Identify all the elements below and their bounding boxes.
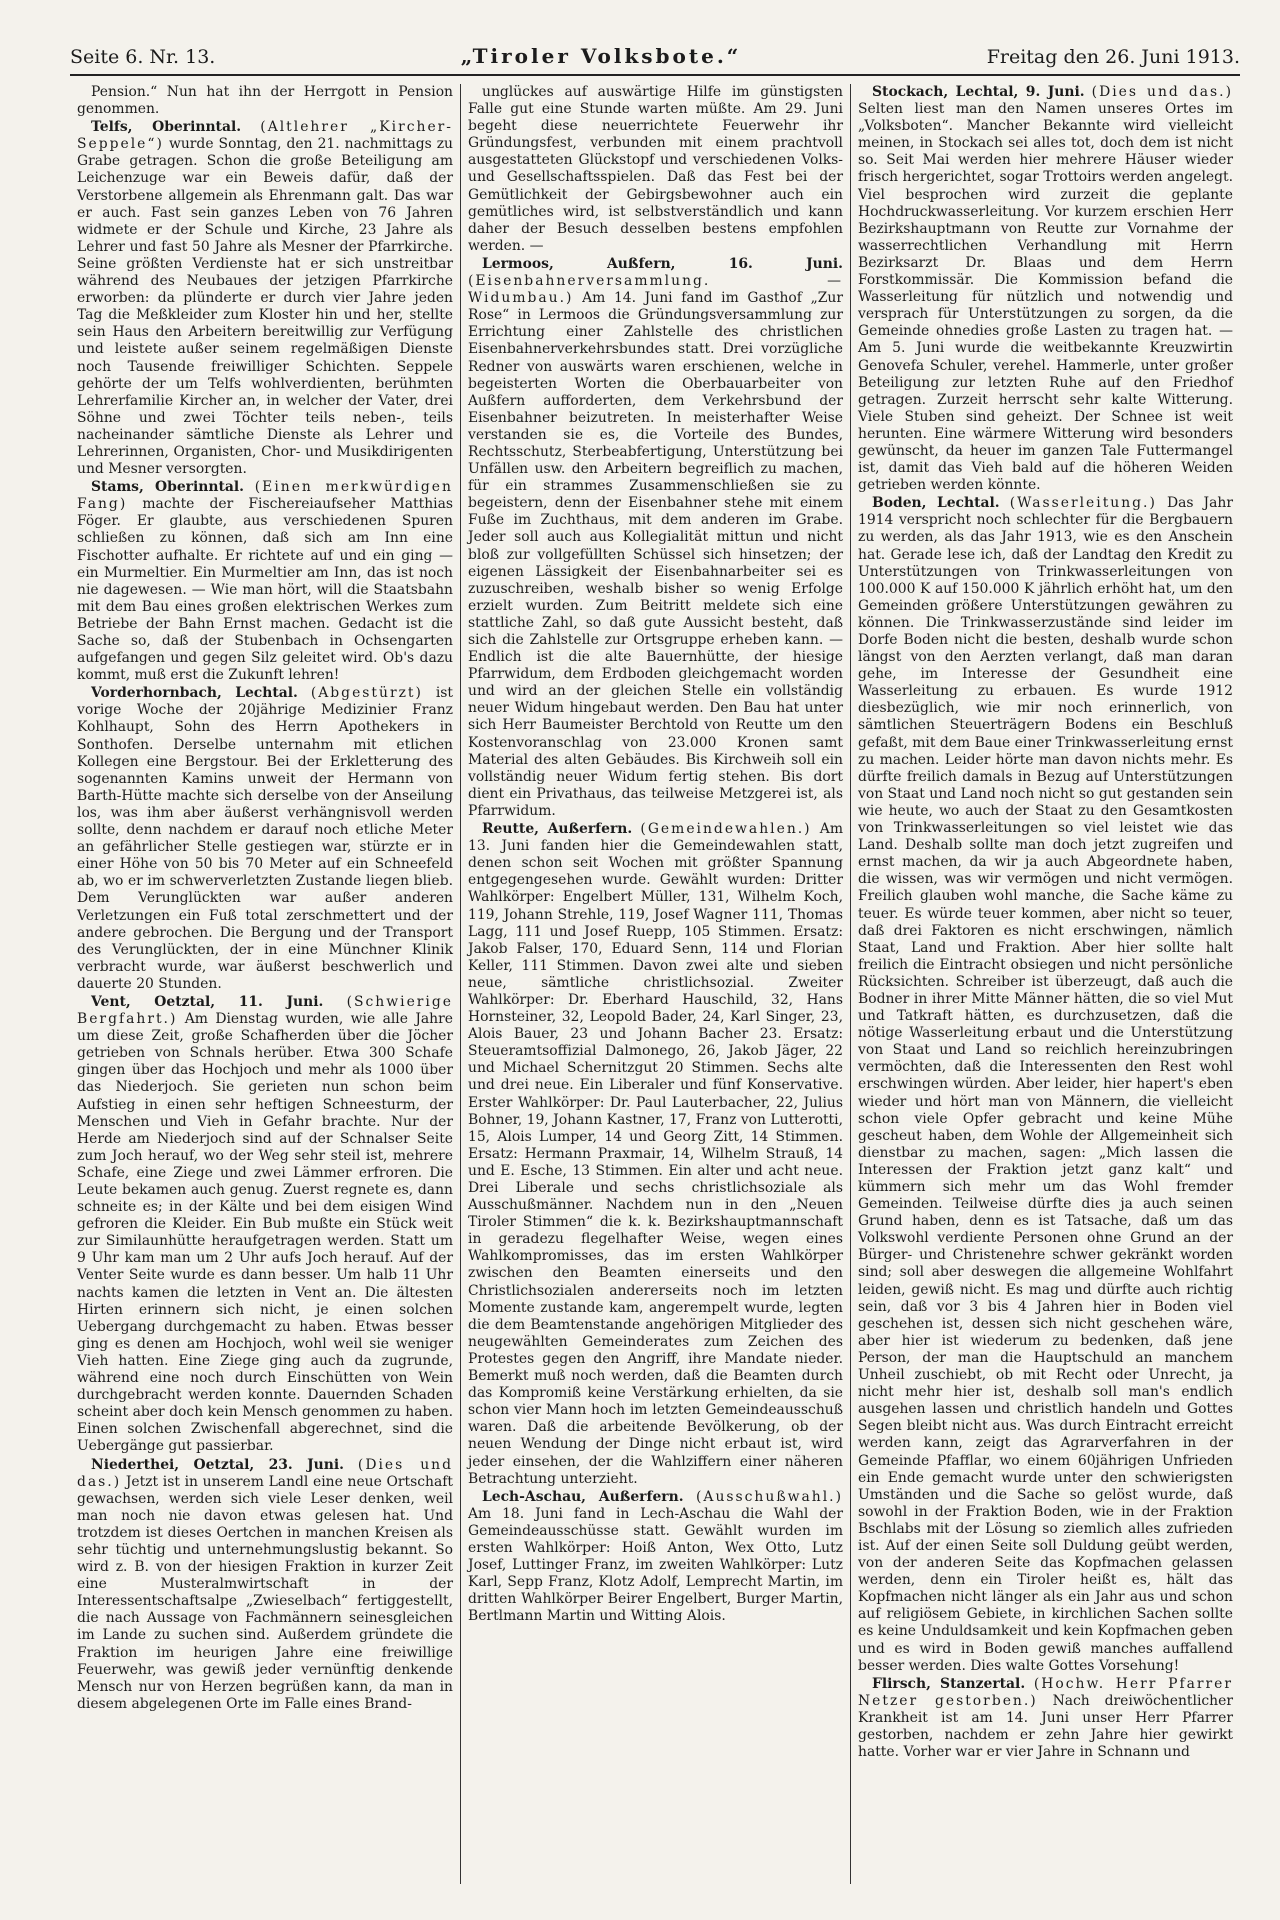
article-subtitle: (Wasserleitung.) — [1009, 495, 1157, 512]
article-subtitle: (Dies und das.) — [77, 1456, 453, 1490]
article-place: Telfs, Oberinntal. — [91, 119, 242, 136]
article-subtitle: (Altlehrer „Kircher-Seppele“) — [77, 119, 453, 153]
article-place: Boden, Lechtal. — [872, 495, 1000, 512]
article-text: unglückes auf auswärtige Hilfe im günstigsten Falle gut eine Stunde warten müßte. Am 29. Juni begeht diese neuerrichtete Feuerwehr ihr Gründungsfest, verbunden mit einem prachtvoll ausgestatteten Glückstopf und verschiedenen Volks- und Gesellschaftsspielen. Daß das Fest bei der Gemütlichkeit der Gebirgsbewohner auch ein gemütliches wird, ist selbstverständlich und kann daher der Besuch desselben bestens empfohlen werden. — — [468, 84, 843, 254]
article-text: Jetzt ist in unserem Landl eine neue Ortschaft gewachsen, werden sich viele Leser denken, weil man noch nie davon etwas gelesen hat. Und trotzdem ist dieses Oertchen in manchen Kreisen als sehr tüchtig und unternehmungslustig bekannt. So wird z. B. von der hiesigen Fraktion in kurzer Zeit eine Musteralmwirtschaft in der Interessentschaftsalpe „Zwieselbach“ fertiggestellt, die nach Aussage von Fachmännern seinesgleichen im Lande zu suchen sind. Außerdem gründete die Fraktion im heurigen Jahre eine freiwillige Feuerwehr, was gewiß jeder vernünftig denkende Mensch nur von Herzen begrüßen kann, da man in diesem abgelegenen Orte im Falle eines Brand- — [77, 1473, 453, 1712]
article-place: Vent, Oetztal, 11. Juni. — [91, 993, 324, 1010]
article-paragraph — [468, 84, 843, 255]
newspaper-title: „Tiroler Volksbote.“ — [460, 44, 742, 68]
article-place: Vorderhornbach, Lechtal. — [91, 685, 298, 702]
article-paragraph — [858, 84, 1233, 494]
article-text: Am Dienstag wurden, wie alle Jahre um diese Zeit, große Schafherden über die Jöcher getrieben von Schnals herüber. Etwa 300 Schafe gingen über das Hochjoch und mehr als 1000 über das Niederjoch. Sie gerieten nun schon beim Aufstieg in einen sehr heftigen Schneesturm, der Menschen und Vieh in Gefahr brachte. Nur der Herde am Niederjoch sind auf der Schnalser Seite zum Joch herauf, wo der Weg sehr steil ist, mehrere Schafe, eine Ziege und zwei Lämmer erfroren. Die Leute bekamen auch genug. Zuerst regnete es, dann schneite es; in der Kälte und bei dem eisigen Wind gefroren die Kleider. Ein Bub mußte ein Stück weit zur Similaunhütte heraufgetragen werden. Statt um 9 Uhr kam man um 2 Uhr aufs Joch herauf. Auf der Venter Seite wurde es dann besser. Um halb 11 Uhr nachts kamen die letzten in Vent an. Die ältesten Hirten erinnern sich nicht, je einen solchen Uebergang durchgemacht zu haben. Etwas besser ging es denen am Hochjoch, wohl weil sie weniger Vieh hatten. Eine Ziege ging auch da zugrunde, während eine noch durch Einschütten von Wein durchgebracht werden konnte. Dauernden Schaden scheint aber doch kein Mensch genommen zu haben. Einen solchen Zwischenfall abgerechnet, sind die Uebergänge gut passierbar. — [77, 1011, 453, 1455]
article-subtitle: (Gemeindewahlen.) — [640, 821, 812, 838]
column-3 — [850, 84, 1240, 1884]
article-place: Reutte, Außerfern. — [482, 821, 633, 838]
article-subtitle: (Dies und das.) — [1091, 84, 1233, 100]
column-1 — [70, 84, 460, 1884]
article-paragraph — [77, 994, 453, 1456]
article-text: Selten liest man den Namen unseres Ortes im „Volksboten“. Mancher Bekannte wird vielleicht meinen, in Stockach sei alles tot, doch dem ist nicht so. Seit Mai werden hier mehrere Häuser wieder frisch hergerichtet, sogar Trottoirs werden angelegt. Viel besprochen wird zurzeit die geplante Hochdruckwasserleitung. Vor kurzem erschien Herr Bezirkshauptmann von Reutte zur Vornahme der wasserrechtlichen Verhandlung mit Herrn Bezirksarzt Dr. Blaas und dem Herrn Forstkommissär. Die Kommission befand die Wasserleitung für nützlich und notwendig und versprach für Unterstützungen zu sorgen, da die Gemeinde ohnedies große Lasten zu tragen hat. — Am 5. Juni wurde die weitbekannte Kreuzwirtin Genovefa Schuler, verehel. Hammerle, unter großer Beteiligung zur letzten Ruhe auf den Friedhof getragen. Zurzeit herrscht sehr kalte Witterung. Viele Stuben sind geheizt. Der Schnee ist weit herunten. Eine wärmere Witterung wird besonders gewünscht, da heuer im ganzen Tale Futtermangel ist, damit das Vieh bald auf die höheren Weiden getrieben werden könnte. — [858, 101, 1233, 494]
article-text: Am 18. Juni fand in Lech-Aschau die Wahl der Gemeindeausschüsse statt. Gewählt wurden im ersten Wahlkörper: Hoiß Anton, Wex Otto, Lutz Josef, Luttinger Franz, im zweiten Wahlkörper: Lutz Karl, Sepp Franz, Klotz Adolf, Lemprecht Martin, im dritten Wahlkörper Beirer Engelbert, Burger Martin, Bertlmann Martin und Witting Alois. — [468, 1505, 843, 1625]
article-text: Pension.“ Nun hat ihn der Herrgott in Pension genommen. — [77, 84, 453, 118]
article-place: Stams, Oberinntal. — [91, 479, 244, 496]
page-number: Seite 6. Nr. 13. — [70, 46, 216, 68]
article-text: Am 14. Juni fand im Gasthof „Zur Rose“ in Lermoos die Gründungsversammlung zur Errichtung einer Zahlstelle des christlichen Eisenbahnerverkehrsbundes statt. Drei vorzügliche Redner von auswärts waren erschienen, welche in begeisterten Worten die Oberbauarbeiter von Außfern aufforderten, dem Verkehrsbund der Eisenbahner beizutreten. In meisterhafter Weise verstanden sie es, die Vorteile des Bundes, Rechtsschutz, Sterbeabfertigung, Unterstützung bei Unfällen usw. den Arbeitern begreiflich zu machen, für ein strammes Zusammenschließen sie zu begeistern, denn der Eisenbahner stehe mit einem Fuße im Zuchthaus, mit dem anderen im Grabe. Jeder soll auch aus Kollegialität mittun und nicht bloß zur vollgefüllten Schüssel sich hinsetzen; der eigenen Lässigkeit der Eisenbahnarbeiter sei es zuzuschreiben, weshalb bisher so wenig Erfolge erzielt wurden. Zum Beitritt meldete sich eine stattliche Zahl, so daß gute Aussicht besteht, daß sich die Zahlstelle zur Ortsgruppe erheben kann. — Endlich ist die alte Bauernhütte, der hiesige Pfarrwidum, dem Erdboden gleichgemacht worden und wird an der gleichen Stelle ein vollständig neuer Widum hingebaut werden. Den Bau hat unter sich Herr Baumeister Berchtold von Reutte um den Kostenvoranschlag von 23.000 Kronen samt Material des alten Gebäudes. Bis Kirchweih soll ein vollständig neuer Widum fertig stehen. Bis dort dient ein Privathaus, das teilweise Metzgerei ist, als Pfarrwidum. — [468, 290, 843, 819]
article-subtitle: (Schwierige Bergfahrt.) — [77, 993, 453, 1028]
article-paragraph — [77, 685, 453, 993]
article-text: Am 13. Juni fanden hier die Gemeindewahlen statt, denen schon seit Wochen mit größter Spannung entgegengesehen wurde. Gewählt wurden: Dritter Wahlkörper: Engelbert Müller, 131, Wilhelm Koch, 119, Johann Strehle, 119, Josef Wagner 111, Thomas Lagg, 111 und Josef Ruepp, 105 Stimmen. Ersatz: Jakob Falser, 170, Eduard Senn, 114 und Florian Keller, 111 Stimmen. Davon zwei alte und sieben neue, sämtliche christlichsozial. Zweiter Wahlkörper: Dr. Eberhard Hauschild, 32, Hans Hornsteiner, 32, Leopold Bader, 24, Karl Singer, 23, Alois Bauer, 23 und Johann Bacher 23. Ersatz: Steueramtsoffizial Dalmonego, 26, Jakob Jäger, 22 und Michael Schernitzgut 20 Stimmen. Sechs alte und drei neue. Ein Liberaler und fünf Konservative. Erster Wahlkörper: Dr. Paul Lauterbacher, 22, Julius Bohner, 19, Johann Kastner, 17, Franz von Lutterotti, 15, Alois Lumper, 14 und Georg Zitt, 14 Stimmen. Ersatz: Hermann Praxmair, 14, Wilhelm Strauß, 14 und E. Esche, 13 Stimmen. Ein alter und acht neue. Drei Liberale und sechs christlichsoziale als Ausschußmänner. Nachdem nun in den „Neuen Tiroler Stimmen“ die k. k. Bezirkshauptmannschaft in geradezu flegelhafter Weise, wegen eines Wahlkompromisses, das im ersten Wahlkörper zwischen den Beamten einerseits und den Christlichsozialen andererseits noch im letzten Momente zustande kam, angerempelt wurde, legten die dem Beamtenstande angehörigen Mitglieder des neugewählten Gemeinderates zum Zeichen des Protestes gegen den Angriff, ihre Mandate nieder. Bemerkt muß noch werden, daß die Beamten durch das Kompromiß keine Verstärkung erhielten, da sie schon vier Mann hoch im letzten Gemeindeausschuß waren. Daß die arbeitende Bevölkerung, ob der neuen Wendung der Dinge nicht erbaut ist, wird jeder einsehen, der die Wahlziffern einer näheren Betrachtung unterzieht. — [468, 821, 843, 1487]
article-paragraph — [77, 119, 453, 478]
article-paragraph — [858, 1676, 1233, 1761]
article-paragraph — [77, 479, 453, 684]
article-columns — [70, 84, 1240, 1884]
page-header — [70, 28, 1240, 76]
article-place: Stockach, Lechtal, 9. Juni. — [872, 84, 1085, 100]
article-paragraph — [77, 1457, 453, 1713]
article-text: wurde Sonntag, den 21. nachmittags zu Grabe getragen. Schon die große Beteiligung am Leichenzuge war ein Beweis dafür, daß der Verstorbene allgemein als Ehrenmann galt. Das war er auch. Fast sein ganzes Leben von 76 Jahren widmete er der Schule und Kirche, 23 Jahre als Lehrer und fast 50 Jahre als Mesner der Pfarrkirche. Seine größten Verdienste hat er sich unstreitbar während des Neubaues der jetzigen Pfarrkirche erworben: da plünderte er durch vier Jahre jeden Tag die Meßkleider zum Kloster hin und her, stellte sein Haus den Arbeitern bereitwillig zur Verfügung und leistete außer seinem regelmäßigen Dienste noch Tausende freiwilliger Schichten. Seppele gehörte der um Telfs wohlverdienten, berühmten Lehrerfamilie Kircher an, in welcher der Vater, drei Söhne und zwei Töchter teils neben-, teils nacheinander sämtliche Dienste als Lehrer und Lehrerinnen, Organisten, Chor- und Musikdirigenten und Mesner versorgten. — [77, 136, 453, 478]
article-place: Lermoos, Außfern, 16. Juni. — [482, 255, 843, 272]
article-paragraph — [468, 1489, 843, 1626]
article-subtitle: (Hochw. Herr Pfarrer Netzer gestorben.) — [858, 1675, 1234, 1709]
article-subtitle: (Ausschußwahl.) — [696, 1488, 843, 1505]
column-2 — [460, 84, 850, 1884]
article-text: Das Jahr 1914 verspricht noch schlechter für die Bergbauern zu werden, als das Jahr 1913, wie es den Anschein hat. Gerade lese ich, daß der Landtag den Kredit zu Unterstützungen von Trinkwasserleitungen von 100.000 K auf 150.000 K jährlich erhöht hat, um den Gemeinden größere Unterstützungen gewähren zu können. Die Trinkwasserzustände sind leider im Dorfe Boden nicht die besten, deshalb wurde schon längst von den Aerzten verlangt, daß man daran gehe, im Interesse der Gesundheit eine Wasserleitung zu erbauen. Es wurde 1912 diesbezüglich, wie mir noch erinnerlich, von sämtlichen Steuerträgern Bodens ein Beschluß gefaßt, mit dem Baue einer Trinkwasserleitung ernst zu machen. Leider hörte man davon nichts mehr. Es dürfte freilich damals in Bezug auf Unterstützungen von Staat und Land noch nicht so gut gestanden sein wie heute, wo auch der Staat zu den Gesamtkosten von Trinkwasserleitungen so viel leistet wie das Land. Deshalb sollte man doch jetzt zugreifen und ernst machen, da wir ja auch Abgeordnete haben, die wissen, was wir vermögen und nicht vermögen. Freilich glauben wohl manche, die Sache käme zu teuer. Es würde teuer kommen, aber nicht so teuer, daß drei Faktoren es nicht erschwingen, nämlich Staat, Land und Fraktion. Aber hier sollte halt freilich die Eintracht obsiegen und nicht persönliche Rücksichten. Schreiber ist überzeugt, daß auch die Bodner in ihrer Mitte Männer hätten, die so viel Mut und Tatkraft hätten, es durchzusetzen, daß die nötige Wasserleitung erbaut und die Unterstützung von Staat und Land so reichlich hereinzubringen vermöchten, daß die Interessenten den Rest wohl erschwingen würden. Aber leider, hier hapert's eben wieder und hört man von Männern, die vielleicht schon viele Opfer gebracht und keine Mühe gescheut haben, dem Wohle der Allgemeinheit sich dienstbar zu machen, sagen: „Mich lassen die Interessen der Fraktion jetzt ganz kalt“ und kümmern sich mehr um das Wohl fremder Gemeinden. Teilweise dürfte dies ja auch seinen Grund haben, denn es ist Tatsache, daß um das Volkswohl verdiente Personen ohne Grund an der Bürger- und Christenehre schwer gekränkt worden sind; soll aber deswegen die allgemeine Wohlfahrt leiden, gewiß nicht. Es mag und dürfte auch richtig sein, daß vor 3 bis 4 Jahren hier in Boden viel geschehen ist, dessen sich nicht geschehen wäre, aber hier ist wiederum zu bedenken, daß jene Person, der man die Hauptschuld an manchem Unheil zuschiebt, ob mit Recht oder Unrecht, ja nicht mehr hier ist, deshalb soll man's endlich ausgehen lassen und christlich handeln und Gottes Segen bleibt nicht aus. Was durch Eintracht erreicht werden kann, zeigt das Agrarverfahren in der Gemeinde Pfafflar, wo einem 60jährigen Unfrieden ein Ende gemacht wurde unter den schwierigsten Umständen und die Sache so gelöst wurde, daß sowohl in der Fraktion Boden, wie in der Fraktion Bschlabs mit der Lösung so ziemlich alles zufrieden ist. Auf der einen Seite soll Duldung geübt werden, von der anderen Seite das Kopfmachen gelassen werden, denn ein Tiroler heißt es, hält das Kopfmachen nicht länger als ein Jahr aus und schon auf religiösem Gebiete, in kirchlichen Sachen sollte es keine Unduldsamkeit und kein Kopfmachen geben und es wird in Boden gewiß manches auffallend besser werden. Dies walte Gottes Vorsehung! — [858, 495, 1233, 1674]
article-paragraph — [858, 495, 1233, 1674]
article-text: Nach dreiwöchentlicher Krankheit ist am 14. Juni unser Herr Pfarrer gestorben, nachdem er zehn Jahre hier gewirkt hatte. Vorher war er vier Jahre in Schnann und — [858, 1692, 1233, 1761]
article-paragraph — [468, 256, 843, 820]
article-subtitle: (Abgestürzt) — [310, 685, 423, 702]
article-text: ist vorige Woche der 20jährige Medizinier Franz Kohlhaupt, Sohn des Herrn Apothekers in Sonthofen. Derselbe unternahm mit etlichen Kollegen eine Bergstour. Bei der Erkletterung des sogenannten Kamins unweit der Hermann von Barth-Hütte machte sich derselbe von der Anseilung los, was ihm aber äußerst verhängnisvoll werden sollte, denn nachdem er darauf noch etliche Meter an gefährlicher Stelle gestiegen war, stürzte er in einer Höhe von 50 bis 70 Meter auf ein Schneefeld ab, wo er im schwerverletzten Zustande liegen blieb. Dem Verunglückten war außer anderen Verletzungen ein Fuß total zerschmettert und der andere gebrochen. Die Bergung und der Transport des Verunglückten, der in eine Münchner Klinik verbracht wurde, war äußerst beschwerlich und dauerte 20 Stunden. — [77, 685, 453, 992]
article-text: machte der Fischereiaufseher Matthias Föger. Er glaubte, aus verschiedenen Spuren schließen zu können, daß sich am Inn eine Fischotter aufhalte. Er richtete auf und ein ging — ein Murmeltier. Ein Murmeltier am Inn, das ist noch nie dagewesen. — Wie man hört, will die Staatsbahn mit dem Bau eines großen elektrischen Werkes zum Betriebe der Bahn Ernst machen. Gedacht ist die Sache so, daß der Stubenbach in Ochsengarten aufgefangen und gegen Silz geleitet wird. Ob's dazu kommt, muß erst die Zukunft lehren! — [77, 496, 454, 684]
article-place: Niederthei, Oetztal, 23. Juni. — [91, 1456, 344, 1473]
article-place: Flirsch, Stanzertal. — [872, 1675, 1026, 1692]
article-paragraph — [77, 84, 453, 118]
article-subtitle: (Einen merkwürdigen Fang) — [77, 479, 453, 513]
issue-date: Freitag den 26. Juni 1913. — [986, 46, 1240, 68]
article-place: Lech-Aschau, Außerfern. — [482, 1488, 684, 1505]
article-paragraph — [468, 821, 843, 1488]
article-subtitle: (Eisenbahnerversammlung. — Widumbau.) — [468, 273, 843, 307]
